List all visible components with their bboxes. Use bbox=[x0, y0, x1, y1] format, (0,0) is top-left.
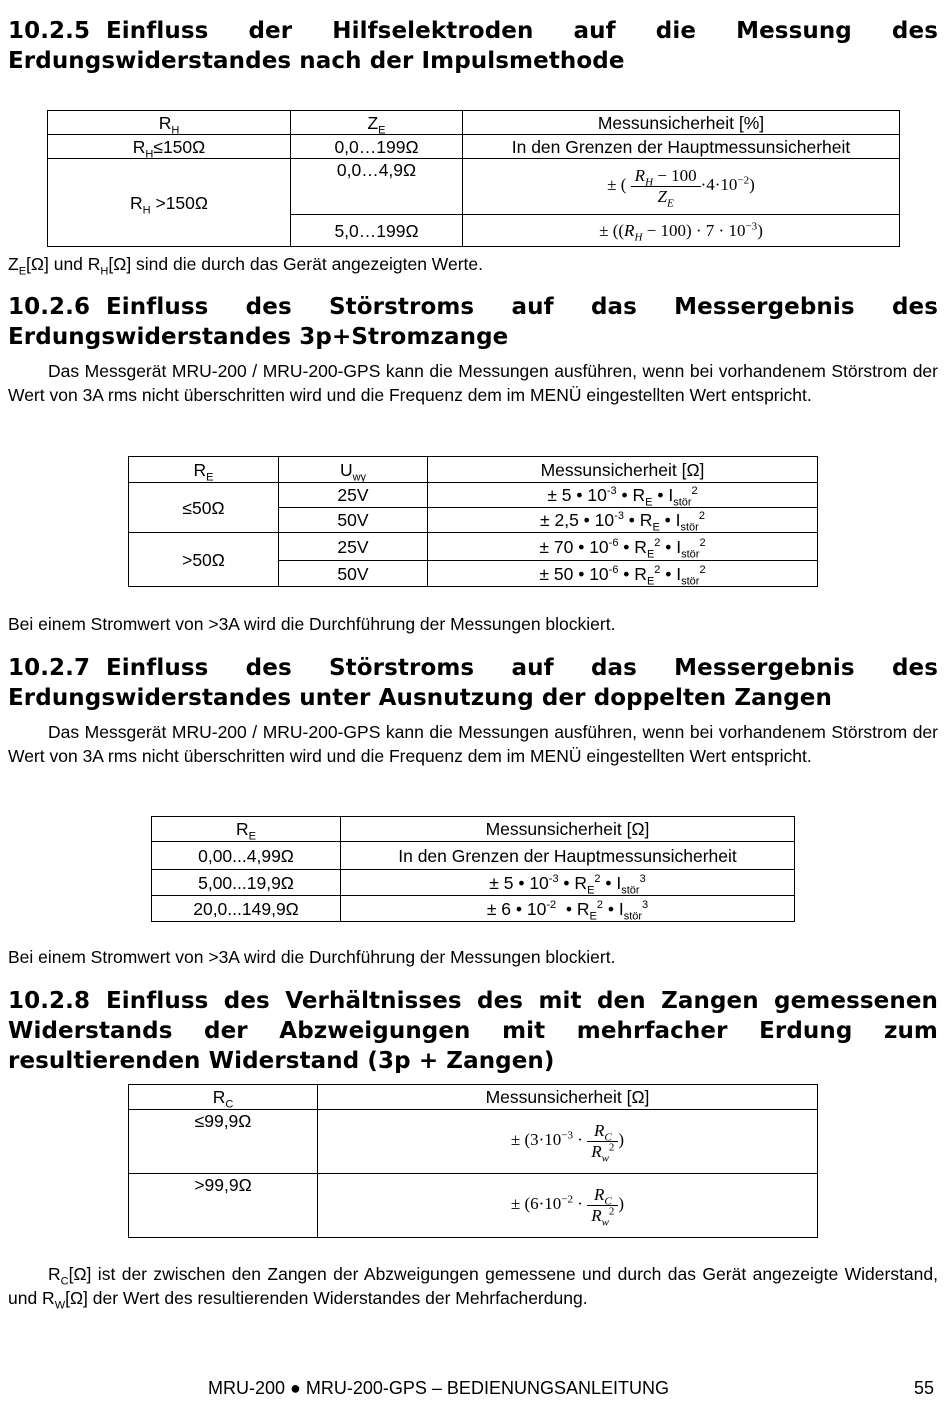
header-u: $U_{wy}$ bbox=[279, 457, 428, 483]
header-ze: $Z_E$ bbox=[291, 111, 463, 135]
row-u: 50V bbox=[279, 508, 428, 533]
row-re: 5,00...19,9Ω bbox=[152, 870, 341, 896]
row-rc: ≤99,9Ω bbox=[129, 1110, 318, 1174]
header-re: $R_E$ bbox=[152, 817, 341, 842]
row1-ze: 0,0…199Ω bbox=[291, 135, 463, 159]
blocking-note: Bei einem Stromwert von >3A wird die Durchführung der Messungen blockiert. bbox=[8, 614, 616, 634]
electrode-note: $Z_E[\Omega]$ und $R_H[\Omega]$ sind die durch das Gerät angezeigten Werte. bbox=[8, 254, 484, 278]
row-formula: ± ($6\cdot 10^{-2}$ · $\frac{R_C}{R_w^2}$ ) bbox=[318, 1174, 818, 1238]
interference-3p-table bbox=[128, 456, 818, 587]
row-formula: ± ($3\cdot 10^{-3}$ · $\frac{R_C}{R_w^2}$ ) bbox=[318, 1110, 818, 1174]
row-uncertainty: ± 5 • $10^{-3}$ • $R_E$ • $I_{stör}^2$ bbox=[428, 483, 818, 508]
section-paragraph: Das Messgerät MRU-200 / MRU-200-GPS kann die Messungen ausführen, wenn bei vorhandenem Störstrom der Wert von 3A rms nicht überschritten wird und die Frequenz dem im MENÜ eingestellten Wert entspricht. bbox=[8, 361, 938, 405]
header-rh: $R_H$ bbox=[48, 111, 291, 135]
header-uncertainty: Messunsicherheit [%] bbox=[463, 111, 900, 135]
section-heading-10-2-7 bbox=[8, 653, 938, 713]
row1-uncertainty: In den Grenzen der Hauptmessunsicherheit bbox=[463, 135, 900, 159]
header-rc: $R_C$ bbox=[129, 1085, 318, 1110]
section-heading-10-2-5 bbox=[8, 16, 938, 76]
header-uncertainty: Messunsicherheit [Ω] bbox=[318, 1085, 818, 1110]
row-uncertainty: ± 5 • $10^{-3}$ • $R_E^2$ • $I_{stör}^3$ bbox=[341, 870, 795, 896]
row2-rh: $R_H >150\Omega$ bbox=[48, 159, 291, 247]
section-title: Einfluss der Hilfselektroden auf die Messung des Erdungswiderstandes nach der Impulsmethode bbox=[8, 18, 938, 74]
header-re: $R_E$ bbox=[129, 457, 279, 483]
section-number: 10.2.7 bbox=[8, 655, 91, 681]
row-rc: >99,9Ω bbox=[129, 1174, 318, 1238]
row-u: 25V bbox=[279, 533, 428, 561]
section-title: Einfluss des Störstroms auf das Messergebnis des Erdungswiderstandes 3p+Stromzange bbox=[8, 294, 938, 350]
section-title: Einfluss des Verhältnisses des mit den Zangen gemessenen Widerstands der Abzweigungen mit mehrfacher Erdung zum resultierenden Widerstand (3p + Zangen) bbox=[8, 988, 938, 1074]
clamp-ratio-paragraph: $R_C[\Omega]$ ist der zwischen den Zangen der Abzweigungen gemessene und durch das Gerät angezeigte Widerstand, und $R_W[\Omega]$ der Wert des resultierenden Widerstandes der Mehrfacherdung. bbox=[8, 1264, 938, 1312]
interference-double-clamp-table bbox=[151, 816, 795, 922]
row1-rh: $R_H\le 150\Omega$ bbox=[48, 135, 291, 159]
section-heading-10-2-6 bbox=[8, 292, 938, 352]
row-uncertainty: In den Grenzen der Hauptmessunsicherheit bbox=[341, 842, 795, 870]
group-re: >50Ω bbox=[129, 533, 279, 587]
header-uncertainty: Messunsicherheit [Ω] bbox=[428, 457, 818, 483]
row2b-formula: ± $((R_H - 100) \cdot 7 \cdot 10^{-3})$ bbox=[463, 215, 900, 247]
row-u: 50V bbox=[279, 561, 428, 587]
row-u: 25V bbox=[279, 483, 428, 508]
page-number: 55 bbox=[914, 1378, 935, 1398]
blocking-note: Bei einem Stromwert von >3A wird die Durchführung der Messungen blockiert. bbox=[8, 947, 616, 967]
section-paragraph: Das Messgerät MRU-200 / MRU-200-GPS kann die Messungen ausführen, wenn bei vorhandenem Störstrom der Wert von 3A rms nicht überschritten wird und die Frequenz dem im MENÜ eingestellten Wert entspricht. bbox=[8, 722, 938, 766]
row2a-formula: ± ( $\frac{R_H - 100}{Z_E}$ $\cdot 4\cdot 10^{-2}$) bbox=[463, 159, 900, 215]
group-re: ≤50Ω bbox=[129, 483, 279, 533]
section-number: 10.2.5 bbox=[8, 18, 91, 44]
row-uncertainty: ± 70 • $10^{-6}$ • $R_E^2$ • $I_{stör}^2$ bbox=[428, 533, 818, 561]
row-re: 0,00...4,99Ω bbox=[152, 842, 341, 870]
row-re: 20,0...149,9Ω bbox=[152, 896, 341, 922]
row2a-ze: 0,0…4,9Ω bbox=[291, 159, 463, 215]
row-uncertainty: ± 6 • $10^{-2}$ • $R_E^2$ • $I_{stör}^3$ bbox=[341, 896, 795, 922]
electrode-influence-table bbox=[47, 110, 900, 247]
row2b-ze: 5,0…199Ω bbox=[291, 215, 463, 247]
section-number: 10.2.6 bbox=[8, 294, 91, 320]
header-uncertainty: Messunsicherheit [Ω] bbox=[341, 817, 795, 842]
section-heading-10-2-8 bbox=[8, 986, 938, 1076]
clamp-ratio-table bbox=[128, 1084, 818, 1238]
row-uncertainty: ± 2,5 • $10^{-3}$ • $R_E$ • $I_{stör}^2$ bbox=[428, 508, 818, 533]
section-title: Einfluss des Störstroms auf das Messergebnis des Erdungswiderstandes unter Ausnutzung der doppelten Zangen bbox=[8, 655, 938, 711]
section-number: 10.2.8 bbox=[8, 988, 91, 1014]
row-uncertainty: ± 50 • $10^{-6}$ • $R_E^2$ • $I_{stör}^2$ bbox=[428, 561, 818, 587]
footer-manual-title: MRU-200 ● MRU-200-GPS – BEDIENUNGSANLEITUNG bbox=[208, 1378, 669, 1398]
